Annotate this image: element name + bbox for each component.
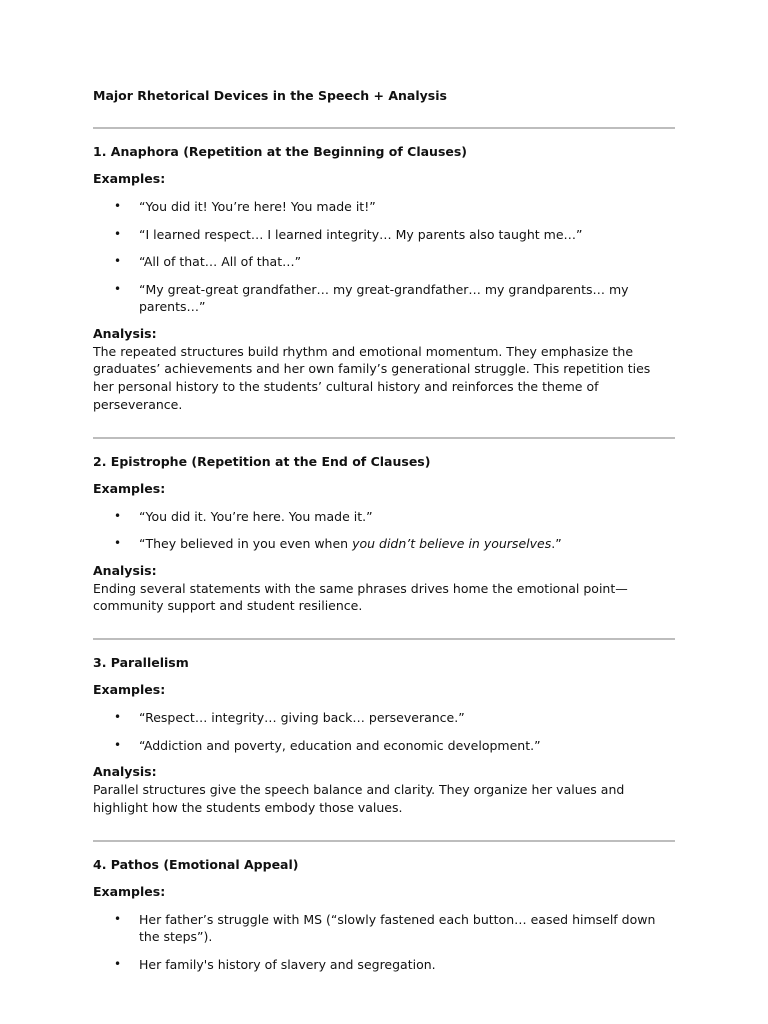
document-title: Major Rhetorical Devices in the Speech + Analysis xyxy=(93,88,447,103)
section-heading: 1. Anaphora (Repetition at the Beginning of Clauses) xyxy=(93,144,468,159)
example-text: “All of that… All of that…” xyxy=(139,254,302,269)
example-text: “I learned respect… I learned integrity… My parents also taught me…” xyxy=(139,226,583,242)
bullet-icon: • xyxy=(114,911,122,926)
bullet-icon: • xyxy=(114,199,122,213)
section-divider xyxy=(93,127,675,129)
analysis-label: Analysis: xyxy=(93,562,157,578)
list-item xyxy=(93,253,675,271)
example-list xyxy=(93,508,675,553)
example-text: Her father’s struggle with MS (“slowly fastened each button… eased himself down the steps”). xyxy=(139,911,656,945)
example-list xyxy=(93,198,675,316)
bullet-icon: • xyxy=(114,956,122,971)
example-text: “My great-great grandfather… my great-grandfather… my grandparents… my parents…” xyxy=(139,281,629,314)
list-item xyxy=(93,508,675,526)
bullet-icon: • xyxy=(114,508,122,523)
section-heading: 2. Epistrophe (Repetition at the End of Clauses) xyxy=(93,453,431,469)
section-divider xyxy=(93,840,675,842)
bullet-icon: • xyxy=(114,710,122,725)
examples-label: Examples: xyxy=(93,171,166,186)
section-heading: 3. Parallelism xyxy=(93,655,189,671)
section-heading: 4. Pathos (Emotional Appeal) xyxy=(93,856,299,872)
example-text: “You did it. You’re here. You made it.” xyxy=(139,508,373,524)
list-item xyxy=(93,956,675,974)
bullet-icon: • xyxy=(114,254,122,268)
list-item xyxy=(93,709,675,727)
list-item xyxy=(93,911,675,946)
example-text: “Addiction and poverty, education and economic development.” xyxy=(139,737,541,753)
examples-label: Examples: xyxy=(93,682,166,698)
section-epistrophe xyxy=(93,454,675,616)
example-text: “You did it! You’re here! You made it!” xyxy=(139,199,376,214)
section-divider xyxy=(93,437,675,439)
bullet-icon: • xyxy=(114,226,122,241)
list-item xyxy=(93,281,675,316)
bullet-icon: • xyxy=(114,737,122,752)
analysis-text: The repeated structures build rhythm and emotional momentum. They emphasize the graduates’ achievements and her own family’s generational struggle. This repetition ties her personal history to the students’ cultural history and reinforces the theme of perseverance. xyxy=(93,343,651,412)
list-item xyxy=(93,198,675,216)
list-item xyxy=(93,737,675,755)
analysis-text: Parallel structures give the speech balance and clarity. They organize her values and highlight how the students embody those values. xyxy=(93,782,625,816)
list-item xyxy=(93,535,675,553)
list-item xyxy=(93,226,675,244)
bullet-icon: • xyxy=(114,536,122,551)
example-text: “Respect… integrity… giving back… perseverance.” xyxy=(139,710,465,726)
example-text-italic: you didn’t believe in yourselves xyxy=(352,536,552,552)
examples-label: Examples: xyxy=(93,883,166,899)
section-anaphora xyxy=(93,144,675,414)
example-text-prefix: “They believed in you even when xyxy=(139,536,353,552)
example-list xyxy=(93,709,675,754)
section-parallelism xyxy=(93,655,675,817)
analysis-label: Analysis: xyxy=(93,325,157,341)
analysis-text: Ending several statements with the same phrases drives home the emotional point—community support and student resilience. xyxy=(93,580,628,614)
example-list xyxy=(93,911,675,974)
example-text-suffix: .” xyxy=(551,536,562,552)
examples-label: Examples: xyxy=(93,480,166,496)
example-text: Her family's history of slavery and segregation. xyxy=(139,956,436,972)
section-pathos xyxy=(93,857,675,974)
bullet-icon: • xyxy=(114,281,122,296)
section-divider xyxy=(93,638,675,640)
analysis-label: Analysis: xyxy=(93,764,157,780)
